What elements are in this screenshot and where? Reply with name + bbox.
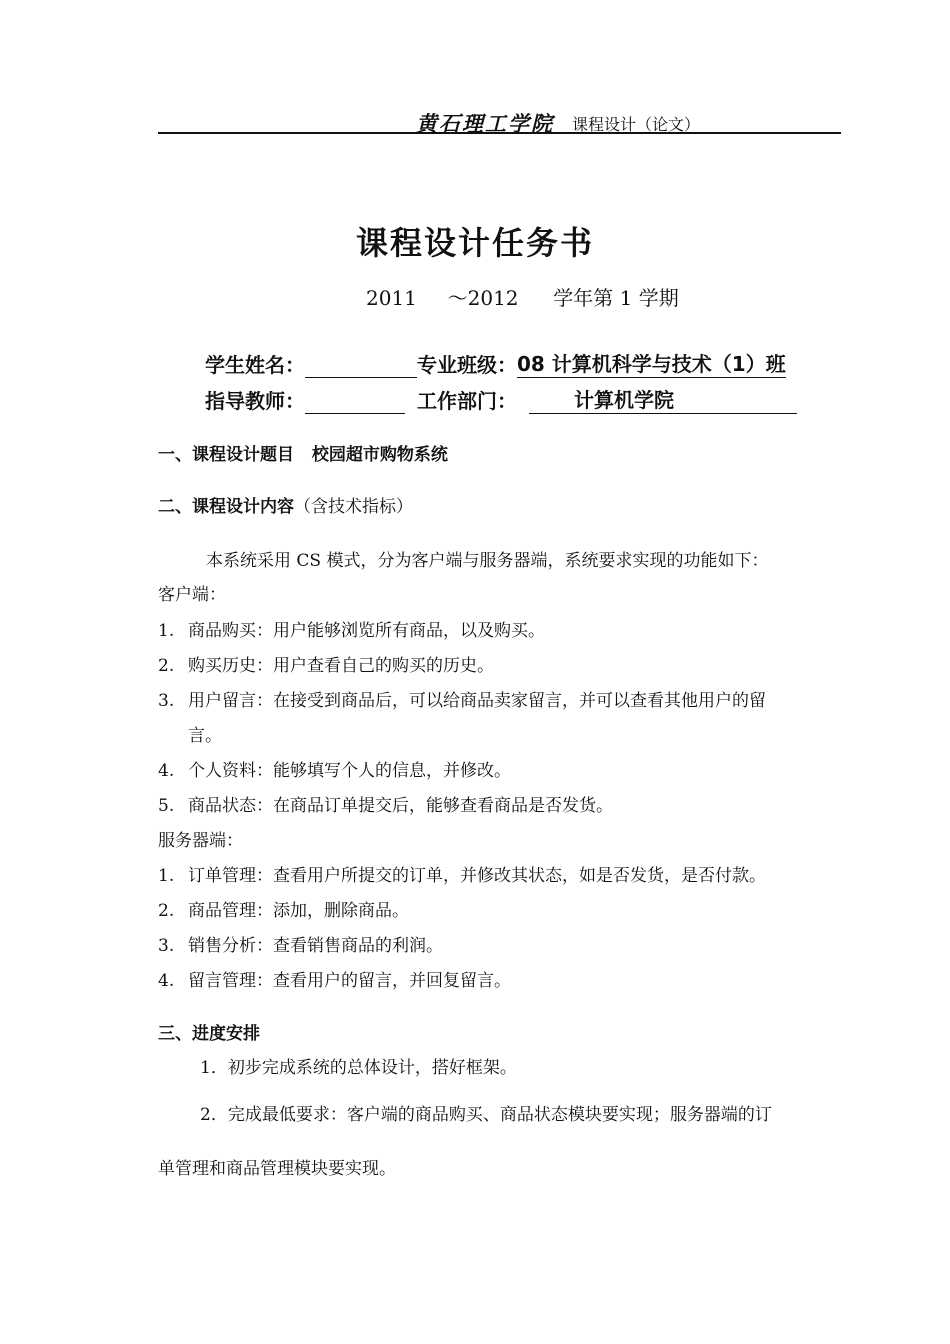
dept-label: 工作部门： [417,389,517,413]
item-text: 用户留言：在接受到商品后，可以给商品卖家留言，并可以查看其他用户的留 [188,691,766,711]
section-1-heading [158,440,448,465]
schedule-item-2: 2．完成最低要求：客户端的商品购买、商品状态模块要实现；服务器端的订 [200,1105,772,1125]
item-text: 个人资料：能够填写个人的信息，并修改。 [188,761,511,781]
section-2-note: （含技术指标） [294,497,413,517]
class-label: 专业班级： [417,353,517,377]
item-text: 销售分析：查看销售商品的利润。 [188,936,443,956]
item-number: 5. [158,796,175,816]
item-number: 4. [158,761,175,781]
list-item [158,861,766,886]
item-number: 1. [158,621,175,641]
intro-paragraph: 本系统采用 CS 模式，分为客户端与服务器端，系统要求实现的功能如下： [206,551,769,571]
project-topic: 校园超市购物系统 [311,445,448,465]
section-1-title: 一、课程设计题目 [158,445,294,465]
item-text: 订单管理：查看用户所提交的订单，并修改其状态，如是否发货，是否付款。 [188,866,766,886]
list-item [158,966,511,991]
list-item [158,616,545,641]
item-text: 商品状态：在商品订单提交后，能够查看商品是否发货。 [188,796,613,816]
item-number: 2. [158,656,175,676]
list-item [158,931,443,956]
item-number: 3. [158,691,175,711]
item-text: 商品管理：添加，删除商品。 [188,901,409,921]
student-name-blank [305,355,417,378]
info-row-student [205,348,786,378]
item-number: 3. [158,936,175,956]
schedule-item-2-continuation: 单管理和商品管理模块要实现。 [158,1159,396,1179]
teacher-label: 指导教师： [205,389,305,413]
header-subtitle: 课程设计（论文） [572,115,701,134]
page-header [158,104,841,134]
term-suffix: 学年第 1 学期 [553,286,679,310]
academic-term [366,282,679,311]
document-title: 课程设计任务书 [355,224,594,262]
schedule-item-1: 1．初步完成系统的总体设计，搭好框架。 [200,1058,517,1078]
item-number: 2. [158,901,175,921]
dept-value: 计算机学院 [574,388,674,412]
list-item [158,756,511,781]
term-year-start: 2011 [366,286,417,310]
header-rule [158,132,841,134]
server-heading: 服务器端： [158,831,243,851]
list-item [158,686,766,711]
list-item [158,791,613,816]
section-2-heading [158,492,413,517]
client-heading: 客户端： [158,585,226,605]
class-value: 08 计算机科学与技术（1）班 [517,348,786,378]
term-year-end: ～2012 [447,286,519,310]
list-item-continuation: 言。 [188,726,222,746]
dept-value-field [529,384,797,414]
info-row-teacher [205,384,797,414]
item-number: 4. [158,971,175,991]
teacher-blank [305,391,405,414]
student-name-label: 学生姓名： [205,353,305,377]
section-3-heading: 三、进度安排 [158,1024,260,1044]
list-item [158,651,494,676]
item-text: 商品购买：用户能够浏览所有商品，以及购买。 [188,621,545,641]
item-text: 购买历史：用户查看自己的购买的历史。 [188,656,494,676]
item-text: 留言管理：查看用户的留言，并回复留言。 [188,971,511,991]
list-item [158,896,409,921]
section-2-title: 二、课程设计内容 [158,497,294,517]
item-number: 1. [158,866,175,886]
school-name: 黄石理工学院 [416,111,554,136]
